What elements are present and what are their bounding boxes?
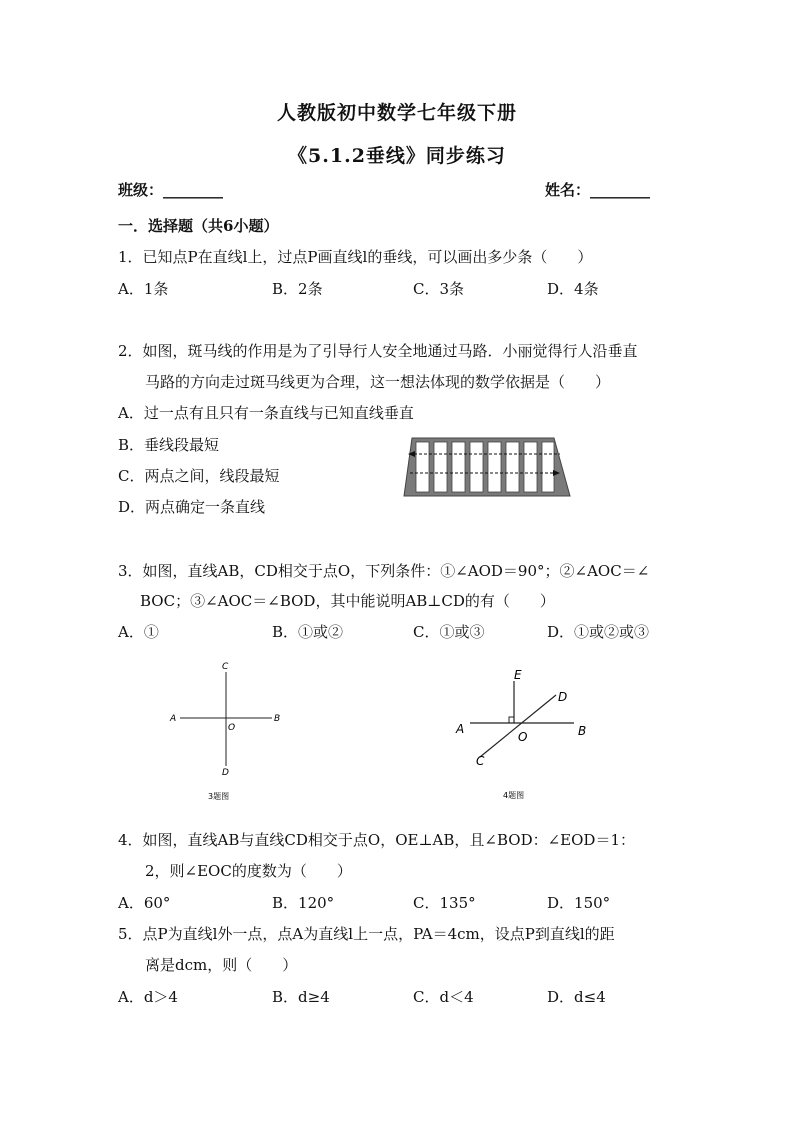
class-field-label: 班级：________ bbox=[118, 181, 224, 199]
label-o: O bbox=[518, 730, 528, 744]
option-c: C．①或③ bbox=[413, 623, 485, 641]
label-c: C bbox=[476, 754, 485, 768]
question-stem-line-1: 5．点P为直线l外一点，点A为直线l上一点，PA＝4cm，设点P到直线l的距 bbox=[118, 925, 615, 943]
question-stem-line-2: BOC；③∠AOC＝∠BOD，其中能说明AB⊥CD的有（ ） bbox=[140, 592, 555, 610]
option-d: D．d≤4 bbox=[547, 988, 606, 1006]
name-field-label: 姓名：________ bbox=[545, 181, 651, 199]
stripe bbox=[542, 442, 554, 492]
question-stem-line-2: 2，则∠EOC的度数为（ ） bbox=[145, 862, 352, 880]
question-stem-line-1: 2．如图，斑马线的作用是为了引导行人安全地通过马路．小丽觉得行人沿垂直 bbox=[118, 342, 638, 360]
stripe bbox=[416, 442, 429, 492]
label-c: C bbox=[222, 662, 229, 672]
right-angle-mark bbox=[509, 717, 514, 723]
stripe bbox=[506, 442, 519, 492]
option-b: B．2条 bbox=[272, 280, 323, 298]
option-d: D．两点确定一条直线 bbox=[118, 498, 266, 516]
figure-caption: 3题图 bbox=[208, 792, 230, 801]
option-d: D．4条 bbox=[547, 280, 599, 298]
option-a: A．1条 bbox=[118, 280, 169, 298]
label-o: O bbox=[228, 723, 236, 733]
option-a: A．① bbox=[118, 623, 159, 641]
stripe bbox=[452, 442, 465, 492]
question-stem: 1．已知点P在直线l上，过点P画直线l的垂线，可以画出多少条（ ） bbox=[118, 248, 593, 266]
option-c: C．d＜4 bbox=[413, 988, 474, 1006]
figure-caption: 4题图 bbox=[503, 791, 525, 800]
page-title: 人教版初中数学七年级下册 bbox=[276, 102, 517, 124]
question-stem-line-1: 4．如图，直线AB与直线CD相交于点O，OE⊥AB，且∠BOD：∠EOD＝1： bbox=[118, 831, 635, 849]
option-c: C．3条 bbox=[413, 280, 465, 298]
label-b: B bbox=[578, 724, 587, 738]
option-b: B．d≥4 bbox=[272, 988, 330, 1006]
option-c: C．两点之间，线段最短 bbox=[118, 467, 280, 485]
stripe bbox=[470, 442, 483, 492]
zebra-crossing-figure bbox=[402, 436, 572, 498]
option-a: A．60° bbox=[118, 894, 171, 912]
question-stem-line-2: 离是dcm，则（ ） bbox=[145, 956, 298, 974]
option-b: B．①或② bbox=[272, 623, 344, 641]
label-d: D bbox=[558, 690, 568, 704]
figure-q3 bbox=[160, 660, 300, 805]
question-stem-line-2: 马路的方向走过斑马线更为合理，这一想法体现的数学依据是（ ） bbox=[145, 373, 611, 391]
stripe bbox=[524, 442, 537, 492]
option-b: B．120° bbox=[272, 894, 335, 912]
label-d: D bbox=[222, 768, 229, 778]
figure-q4 bbox=[450, 665, 600, 805]
option-a: A．过一点有且只有一条直线与已知直线垂直 bbox=[118, 404, 414, 422]
option-b: B．垂线段最短 bbox=[118, 436, 220, 454]
line-cd bbox=[480, 695, 556, 757]
label-e: E bbox=[514, 668, 522, 682]
page-subtitle: 《5.1.2垂线》同步练习 bbox=[288, 145, 506, 167]
question-stem-line-1: 3．如图，直线AB，CD相交于点O，下列条件：①∠AOD＝90°；②∠AOC＝∠ bbox=[118, 562, 650, 580]
stripe bbox=[434, 442, 447, 492]
label-a: A bbox=[170, 714, 177, 724]
stripe bbox=[488, 442, 501, 492]
option-c: C．135° bbox=[413, 894, 476, 912]
option-a: A．d＞4 bbox=[118, 988, 178, 1006]
label-a: A bbox=[456, 722, 465, 736]
option-d: D．150° bbox=[547, 894, 611, 912]
option-d: D．①或②或③ bbox=[547, 623, 650, 641]
section-heading: 一．选择题（共6小题） bbox=[118, 217, 279, 235]
label-b: B bbox=[274, 714, 281, 724]
